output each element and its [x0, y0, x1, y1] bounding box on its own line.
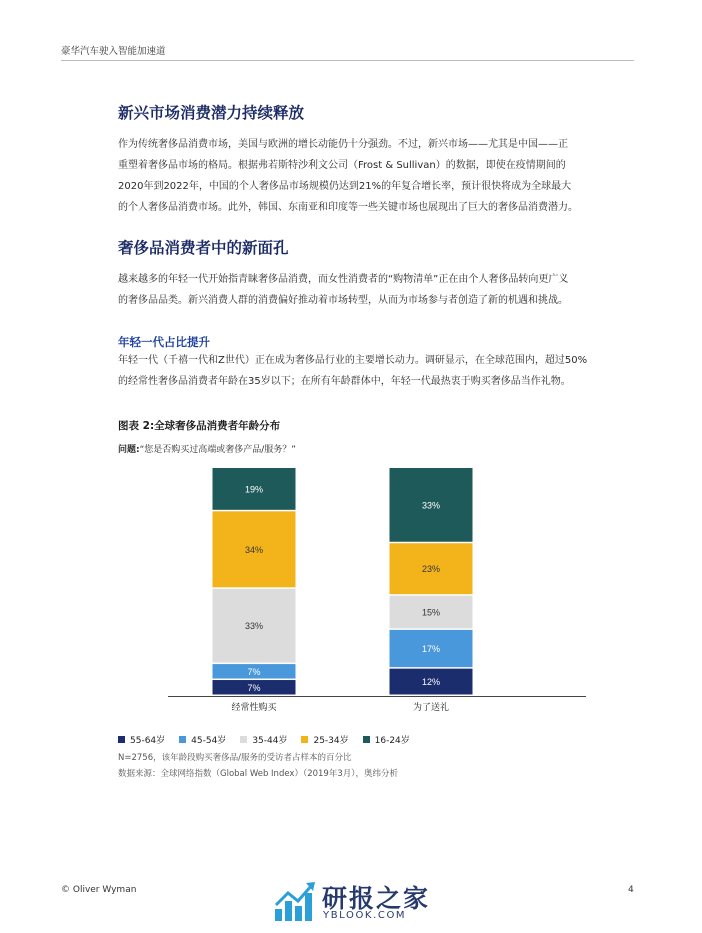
legend-item — [179, 733, 226, 746]
watermark-en: YBLOOK.COM — [323, 910, 407, 921]
figure-title: 图表 2:全球奢侈品消费者年龄分布 — [118, 420, 281, 432]
watermark-cn: 研报之家 — [322, 884, 431, 913]
data-label: 33% — [244, 621, 264, 632]
figure-question — [118, 442, 296, 455]
data-label: 7% — [247, 666, 261, 677]
data-label: 15% — [421, 607, 441, 618]
paragraph-new-faces — [118, 269, 596, 311]
paragraph-line: 的经常性奢侈品消费者年龄在35岁以下；在所有年龄群体中，年轻一代最热衷于购买奢侈品当作礼物。 — [118, 376, 571, 387]
legend-label: 25-34岁 — [313, 735, 349, 746]
data-label: 23% — [421, 564, 441, 575]
legend-label: 35-44岁 — [252, 735, 288, 746]
category-label: 经常性购买 — [231, 703, 277, 713]
paragraph-line: 的奢侈品品类。新兴消费人群的消费偏好推动着市场转型，从而为市场参与者创造了新的机遇和挑战。 — [118, 295, 568, 306]
legend-label: 16-24岁 — [374, 735, 410, 746]
category-label: 为了送礼 — [412, 703, 450, 713]
legend-swatch — [363, 736, 370, 743]
legend-item — [363, 733, 410, 746]
data-label: 34% — [244, 544, 264, 555]
question-text: “您是否购买过高端或奢侈产品/服务？” — [139, 445, 296, 455]
figure-source: 数据来源：全球网络指数（Global Web Index）（2019年3月），奥纬分析 — [118, 769, 398, 779]
legend-item — [240, 733, 287, 746]
legend-swatch — [240, 736, 247, 743]
legend-label: 55-64岁 — [130, 735, 166, 746]
legend-item — [118, 733, 165, 746]
question-label: 问题: — [118, 445, 140, 455]
legend-swatch — [301, 736, 308, 743]
legend-item — [301, 733, 348, 746]
data-label: 17% — [421, 644, 441, 655]
paragraph-line: 重塑着奢侈品市场的格局。根据弗若斯特沙利文公司（Frost & Sullivan）的数据，即使在疫情期间的 — [118, 160, 566, 171]
data-label: 7% — [247, 682, 261, 693]
legend-swatch — [118, 736, 125, 743]
paragraph-line: 越来越多的年轻一代开始指青睐奢侈品消费，而女性消费者的“购物清单”正在由个人奢侈品转向更广义 — [118, 274, 569, 285]
data-label: 19% — [244, 484, 264, 495]
section-heading-new-faces: 奢侈品消费者中的新面孔 — [118, 239, 289, 257]
chart-legend — [118, 733, 424, 745]
data-label: 33% — [421, 500, 441, 511]
paragraph-line: 年轻一代（千禧一代和Z世代）正在成为奢侈品行业的主要增长动力。调研显示，在全球范围内，超过50% — [118, 355, 588, 366]
paragraph-emerging-markets — [118, 134, 596, 218]
page-number: 4 — [628, 885, 634, 895]
legend-label: 45-54岁 — [191, 735, 227, 746]
figure-note: N=2756，该年龄段购买奢侈品/服务的受访者占样本的百分比 — [118, 753, 352, 763]
section-heading-emerging-markets: 新兴市场消费潜力持续释放 — [118, 104, 305, 122]
watermark-logo — [272, 877, 462, 927]
header-divider — [61, 60, 634, 61]
stacked-bar-chart — [118, 458, 598, 728]
running-header: 豪华汽车驶入智能加速道 — [61, 46, 166, 57]
paragraph-line: 的个人奢侈品消费市场。此外，韩国、东南亚和印度等一些关键市场也展现出了巨大的奢侈品消费潜力。 — [118, 202, 578, 213]
bar-chart-logo-icon — [272, 879, 318, 925]
paragraph-line: 2020年到2022年，中国的个人奢侈品市场规模仍达到21%的年复合增长率，预计很快将成为全球最大 — [118, 181, 572, 192]
paragraph-young-generation — [118, 350, 596, 392]
subsection-heading-young-generation: 年轻一代占比提升 — [118, 335, 210, 349]
footer-copyright: © Oliver Wyman — [61, 885, 137, 895]
legend-swatch — [179, 736, 186, 743]
data-label: 12% — [421, 677, 441, 688]
paragraph-line: 作为传统奢侈品消费市场，美国与欧洲的增长动能仍十分强劲。不过，新兴市场——尤其是中国——正 — [118, 139, 568, 150]
